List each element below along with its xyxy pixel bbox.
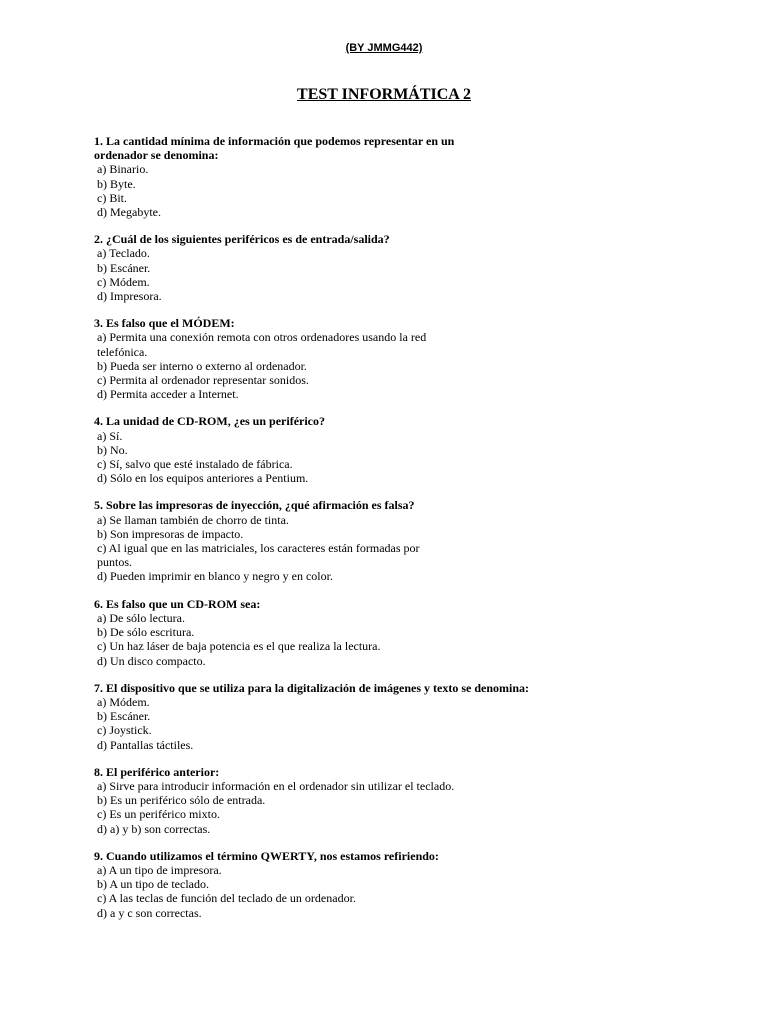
question-9 (94, 849, 574, 920)
option-list (94, 330, 574, 401)
option-b: b) Pueda ser interno o externo al ordenador. (97, 358, 307, 373)
option-list (94, 863, 574, 920)
question-3 (94, 316, 574, 401)
option-a: a) Permita una conexión remota con otros ordenadores usando la red telefónica. (97, 330, 427, 359)
question-text: 3. Es falso que el MÓDEM: (94, 316, 235, 331)
question-7 (94, 681, 574, 752)
question-text: 6. Es falso que un CD-ROM sea: (94, 596, 261, 611)
option-a: a) Teclado. (97, 246, 150, 261)
option-d: d) Permita acceder a Internet. (97, 387, 239, 402)
option-c: c) Sí, salvo que esté instalado de fábrica. (97, 457, 293, 472)
option-c: c) A las teclas de función del teclado de un ordenador. (97, 891, 356, 906)
option-list (94, 695, 574, 752)
option-c: c) Al igual que en las matriciales, los caracteres están formadas por puntos. (97, 541, 420, 570)
option-list (94, 611, 574, 668)
option-b: b) De sólo escritura. (97, 625, 195, 640)
option-c: c) Bit. (97, 190, 127, 205)
option-list (94, 779, 574, 836)
question-text: 1. La cantidad mínima de información que podemos representar en un ordenador se denomina: (94, 134, 455, 163)
question-text: 8. El periférico anterior: (94, 764, 220, 779)
option-a: a) Se llaman también de chorro de tinta. (97, 512, 289, 527)
question-text: 2. ¿Cuál de los siguientes periféricos es de entrada/salida? (94, 232, 390, 247)
option-b: b) Son impresoras de impacto. (97, 526, 244, 541)
option-c: c) Permita al ordenador representar sonidos. (97, 373, 309, 388)
option-d: d) Un disco compacto. (97, 653, 206, 668)
option-a: a) Binario. (97, 162, 149, 177)
option-a: a) Sí. (97, 428, 123, 443)
question-6 (94, 597, 574, 668)
option-b: b) Escáner. (97, 260, 151, 275)
option-b: b) Es un periférico sólo de entrada. (97, 793, 266, 808)
option-b: b) Byte. (97, 176, 136, 191)
option-list (94, 429, 574, 486)
question-list (94, 134, 574, 933)
option-d: d) a y c son correctas. (97, 905, 202, 920)
option-b: b) Escáner. (97, 709, 151, 724)
option-a: a) De sólo lectura. (97, 610, 185, 625)
option-d: d) Pantallas táctiles. (97, 737, 194, 752)
question-1 (94, 134, 574, 219)
option-c: c) Un haz láser de baja potencia es el que realiza la lectura. (97, 639, 381, 654)
option-a: a) A un tipo de impresora. (97, 862, 222, 877)
question-5 (94, 498, 574, 583)
option-d: d) Impresora. (97, 289, 162, 304)
option-d: d) Sólo en los equipos anteriores a Pentium. (97, 471, 309, 486)
option-c: c) Joystick. (97, 723, 152, 738)
option-c: c) Es un periférico mixto. (97, 807, 220, 822)
option-list (94, 246, 574, 303)
option-d: d) Megabyte. (97, 205, 161, 220)
question-8 (94, 765, 574, 836)
question-2 (94, 232, 574, 303)
option-a: a) Sirve para introducir información en el ordenador sin utilizar el teclado. (97, 778, 455, 793)
question-text: 5. Sobre las impresoras de inyección, ¿qué afirmación es falsa? (94, 498, 415, 513)
option-d: d) Pueden imprimir en blanco y negro y en color. (97, 569, 333, 584)
question-4 (94, 414, 574, 485)
option-b: b) No. (97, 442, 128, 457)
option-a: a) Módem. (97, 694, 150, 709)
question-text: 9. Cuando utilizamos el término QWERTY, nos estamos refiriendo: (94, 848, 439, 863)
option-d: d) a) y b) son correctas. (97, 821, 211, 836)
option-list (94, 162, 574, 219)
page-title: TEST INFORMÁTICA 2 (297, 86, 471, 103)
question-text: 7. El dispositivo que se utiliza para la digitalización de imágenes y texto se denomina: (94, 680, 530, 695)
author-byline: (BY JMMG442) (345, 42, 423, 54)
option-list (94, 513, 574, 584)
option-b: b) A un tipo de teclado. (97, 877, 209, 892)
option-c: c) Módem. (97, 274, 150, 289)
question-text: 4. La unidad de CD-ROM, ¿es un periférico? (94, 414, 325, 429)
